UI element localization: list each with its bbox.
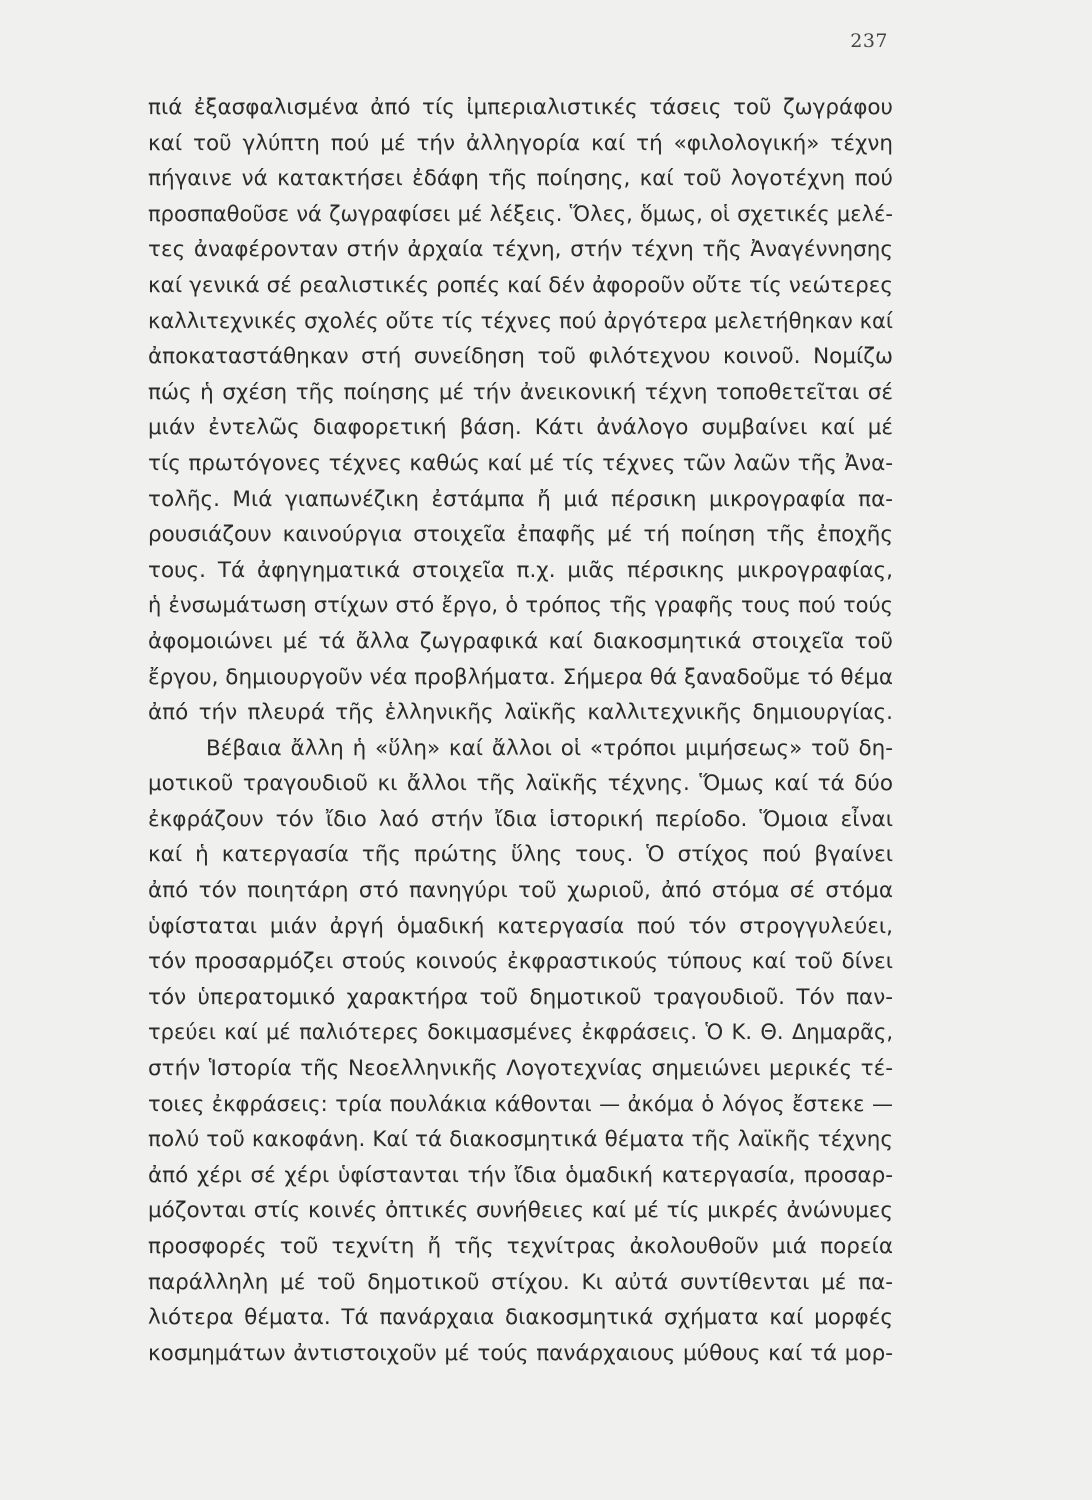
text-line: προσπαθοῦσε νά ζωγραφίσει μέ λέξεις. Ὅλες, ὅμως, οἱ σχετικές μελέ- <box>148 201 893 226</box>
text-line: ἀπό χέρι σέ χέρι ὑφίστανται τήν ἴδια ὁμαδική κατεργασία, προσαρ- <box>148 1162 893 1188</box>
text-line: ὑφίσταται μιάν ἀργή ὁμαδική κατεργασία πού τόν στρογγυλεύει, <box>148 913 893 939</box>
text-line: τόν ὑπερατομικό χαρακτήρα τοῦ δημοτικοῦ τραγουδιοῦ. Τόν παν- <box>148 984 893 1010</box>
text-line: ἀποκαταστάθηκαν στή συνείδηση τοῦ φιλότεχνου κοινοῦ. Νομίζω <box>148 344 893 370</box>
text-line: ἡ ἐνσωμάτωση στίχων στό ἔργο, ὁ τρόπος τῆς γραφῆς τους πού τούς <box>148 593 893 618</box>
text-line: παράλληλη μέ τοῦ δημοτικοῦ στίχου. Κι αὐτά συντίθενται μέ πα- <box>148 1269 893 1295</box>
text-line: πώς ἡ σχέση τῆς ποίησης μέ τήν ἀνεικονική τέχνη τοποθετεῖται σέ <box>148 379 893 405</box>
text-line: τολῆς. Μιά γιαπωνέζικη ἐστάμπα ἤ μιά πέρσικη μικρογραφία πα- <box>148 486 893 512</box>
text-line: κοσμημάτων ἀντιστοιχοῦν μέ τούς πανάρχαιους μύθους καί τά μορ- <box>148 1340 893 1366</box>
body-text <box>148 90 893 1371</box>
text-line: προσφορές τοῦ τεχνίτη ἤ τῆς τεχνίτρας ἀκολουθοῦν μιά πορεία <box>148 1234 893 1259</box>
text-line: ἀφομοιώνει μέ τά ἄλλα ζωγραφικά καί διακοσμητικά στοιχεῖα τοῦ <box>148 628 893 654</box>
text-line: τους. Τά ἀφηγηματικά στοιχεῖα π.χ. μιᾶς πέρσικης μικρογραφίας, <box>148 557 893 583</box>
text-line: ἔργου, δημιουργοῦν νέα προβλήματα. Σήμερα θά ξαναδοῦμε τό θέμα <box>148 664 893 690</box>
text-line: στήν Ἱστορία τῆς Νεοελληνικῆς Λογοτεχνίας σημειώνει μερικές τέ- <box>148 1056 893 1082</box>
text-line: τίς πρωτόγονες τέχνες καθώς καί μέ τίς τέχνες τῶν λαῶν τῆς Ἀνα- <box>148 450 893 476</box>
text-line: τες ἀναφέρονταν στήν ἀρχαία τέχνη, στήν τέχνη τῆς Ἀναγέννησης <box>148 237 893 263</box>
text-line: ἀπό τόν ποιητάρη στό πανηγύρι τοῦ χωριοῦ, ἀπό στόμα σέ στόμα <box>148 878 893 904</box>
text-line: πιά ἐξασφαλισμένα ἀπό τίς ἰμπεριαλιστικές τάσεις τοῦ ζωγράφου <box>148 95 893 120</box>
text-line: καλλιτεχνικές σχολές οὔτε τίς τέχνες πού ἀργότερα μελετήθηκαν καί <box>148 308 893 333</box>
text-line: μιάν ἐντελῶς διαφορετική βάση. Κάτι ἀνάλογο συμβαίνει καί μέ <box>148 415 893 441</box>
text-line: πήγαινε νά κατακτήσει ἐδάφη τῆς ποίησης, καί τοῦ λογοτέχνη πού <box>148 166 893 192</box>
text-line: καί τοῦ γλύπτη πού μέ τήν ἀλληγορία καί τή «φιλολογική» τέχνη <box>148 130 893 156</box>
text-line: πολύ τοῦ κακοφάνη. Καί τά διακοσμητικά θέματα τῆς λαϊκῆς τέχνης <box>148 1127 893 1153</box>
paragraph-first-line: Βέβαια ἄλλη ἡ «ὕλη» καί ἄλλοι οἱ «τρόποι μιμήσεως» τοῦ δη- <box>206 735 893 761</box>
text-line: μόζονται στίς κοινές ὀπτικές συνήθειες καί μέ τίς μικρές ἀνώνυμες <box>148 1198 893 1224</box>
page-number: 237 <box>850 30 888 52</box>
text-line: τρεύει καί μέ παλιότερες δοκιμασμένες ἐκφράσεις. Ὁ Κ. Θ. Δημαρᾶς, <box>148 1020 893 1045</box>
text-line: ἐκφράζουν τόν ἴδιο λαό στήν ἴδια ἱστορική περίοδο. Ὅμοια εἶναι <box>148 806 893 832</box>
text-line: τοιες ἐκφράσεις: τρία πουλάκια κάθονται — ἀκόμα ὁ λόγος ἔστεκε — <box>148 1091 893 1116</box>
text-line: ρουσιάζουν καινούργια στοιχεῖα ἐπαφῆς μέ τή ποίηση τῆς ἐποχῆς <box>148 522 893 548</box>
text-line: μοτικοῦ τραγουδιοῦ κι ἄλλοι τῆς λαϊκῆς τέχνης. Ὅμως καί τά δύο <box>148 771 893 797</box>
text-line: τόν προσαρμόζει στούς κοινούς ἐκφραστικούς τύπους καί τοῦ δίνει <box>148 949 893 975</box>
text-line: ἀπό τήν πλευρά τῆς ἑλληνικῆς λαϊκῆς καλλιτεχνικῆς δημιουργίας. <box>148 700 893 726</box>
text-line: καί γενικά σέ ρεαλιστικές ροπές καί δέν ἀφοροῦν οὔτε τίς νεώτερες <box>148 272 893 298</box>
text-line: καί ἡ κατεργασία τῆς πρώτης ὕλης τους. Ὁ στίχος πού βγαίνει <box>148 842 893 868</box>
text-line: λιότερα θέματα. Τά πανάρχαια διακοσμητικά σχήματα καί μορφές <box>148 1305 893 1331</box>
